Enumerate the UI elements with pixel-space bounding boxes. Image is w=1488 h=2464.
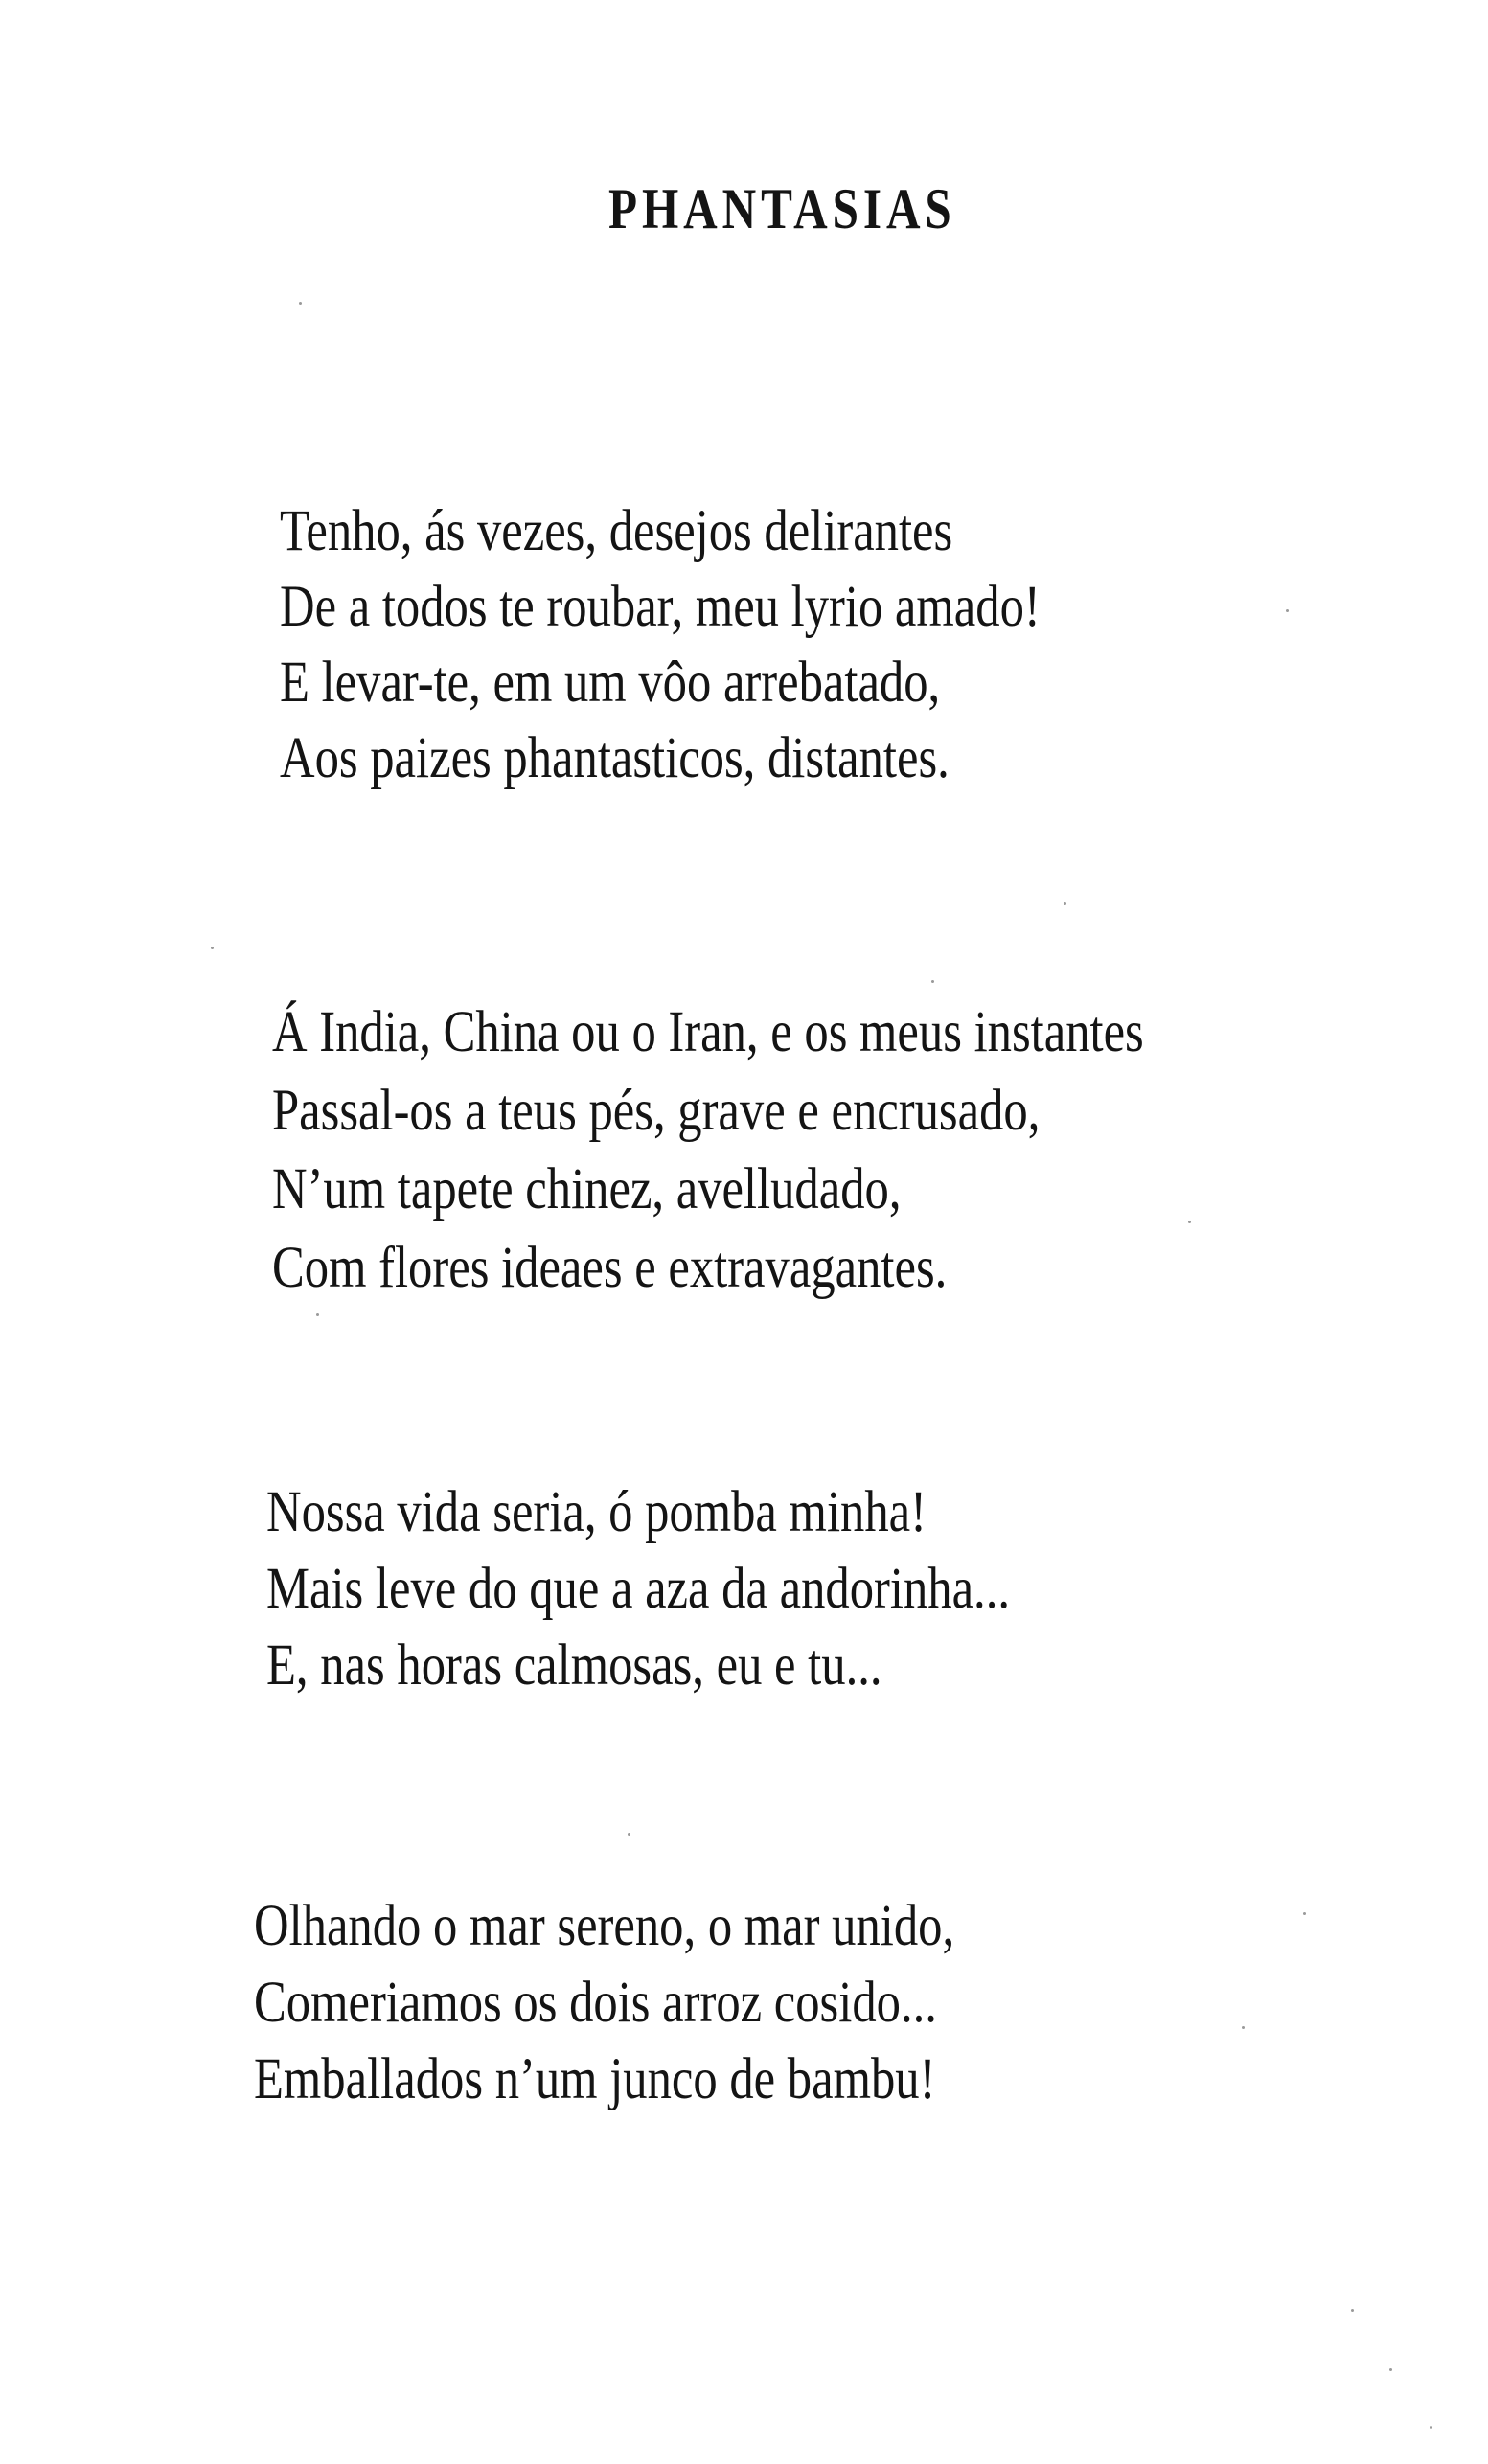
stanza-4 [254, 1894, 1098, 2127]
stanza-3 [266, 1480, 1162, 1713]
verse-line: N’um tapete chinez, avelludado, [272, 1157, 902, 1221]
paper-speck [1351, 2309, 1354, 2312]
paper-speck [1064, 902, 1066, 905]
verse-line: Emballados n’um junco de bambu! [254, 2047, 936, 2111]
paper-speck [1188, 1221, 1191, 1223]
paper-speck [628, 1833, 630, 1836]
verse-line: Passal-os a teus pés, grave e encrusado, [272, 1079, 1041, 1143]
stanza-1 [280, 499, 1196, 805]
paper-speck [316, 1313, 319, 1316]
verse-line: Nossa vida seria, ó pomba minha! [266, 1480, 927, 1544]
verse-line: Tenho, ás vezes, desejos delirantes [280, 499, 953, 563]
verse-line: Com flores ideaes e extravagantes. [272, 1236, 948, 1300]
verse-line: Mais leve do que a aza da andorinha... [266, 1557, 1011, 1621]
verse-line: E levar-te, em um vôo arrebatado, [280, 650, 941, 715]
paper-speck [1242, 2026, 1245, 2029]
paper-speck [299, 302, 302, 305]
verse-line: E, nas horas calmosas, eu e tu... [266, 1633, 882, 1698]
paper-speck [1286, 609, 1289, 612]
verse-line: Olhando o mar sereno, o mar unido, [254, 1894, 955, 1958]
paper-speck [931, 980, 934, 983]
verse-line: De a todos te roubar, meu lyrio amado! [280, 575, 1041, 639]
paper-speck [1430, 2426, 1432, 2429]
paper-speck [211, 947, 214, 949]
paper-speck [1389, 2368, 1392, 2371]
verse-line: Á India, China ou o Iran, e os meus instantes [272, 1000, 1144, 1064]
stanza-2 [272, 1000, 1322, 1317]
verse-line: Aos paizes phantasticos, distantes. [280, 726, 950, 790]
poem-title: PHANTASIAS [608, 177, 956, 240]
verse-line: Comeriamos os dois arroz cosido... [254, 1971, 937, 2035]
paper-speck [1303, 1912, 1306, 1915]
